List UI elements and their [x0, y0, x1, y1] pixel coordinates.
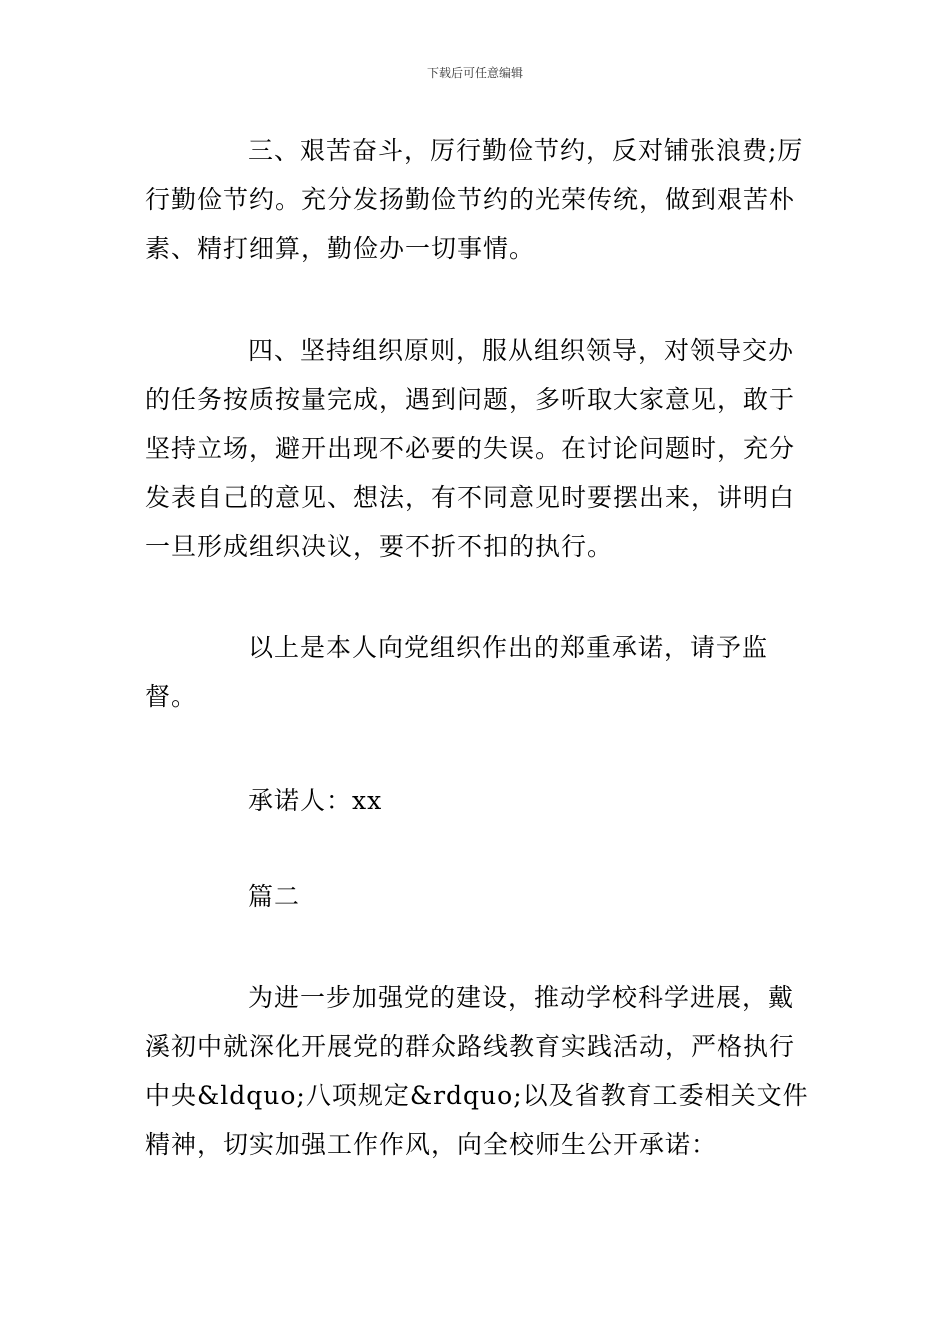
section-heading-part-two: 篇二: [248, 882, 301, 911]
paragraph-organization-principles: 四、坚持组织原则，服从组织领导，对领导交办的任务按质按量完成，遇到问题，多听取大家意见，敢于坚持立场，避开出现不必要的失误。在讨论问题时，充分发表自己的意见、想法，有不同意见时要摆出来，讲明白一旦形成组织决议，要不折不扣的执行。: [145, 336, 796, 561]
paragraph-frugality: 三、艰苦奋斗，厉行勤俭节约，反对铺张浪费;厉行勤俭节约。充分发扬勤俭节约的光荣传统，做到艰苦朴素、精打细算，勤俭办一切事情。: [145, 136, 804, 263]
page-header: 下载后可任意编辑: [426, 66, 523, 80]
paragraph-part-two-intro: 为进一步加强党的建设，推动学校科学进展，戴溪初中就深化开展党的群众路线教育实践活动，严格执行中央&ldquo;八项规定&rdquo;以及省教育工委相关文件精神，切实加强工作作风，向全校师生公开承诺：: [145, 983, 809, 1159]
pledger-signature-line: 承诺人：xx: [248, 786, 383, 815]
paragraph-pledge-statement: 以上是本人向党组织作出的郑重承诺，请予监督。: [145, 633, 769, 711]
